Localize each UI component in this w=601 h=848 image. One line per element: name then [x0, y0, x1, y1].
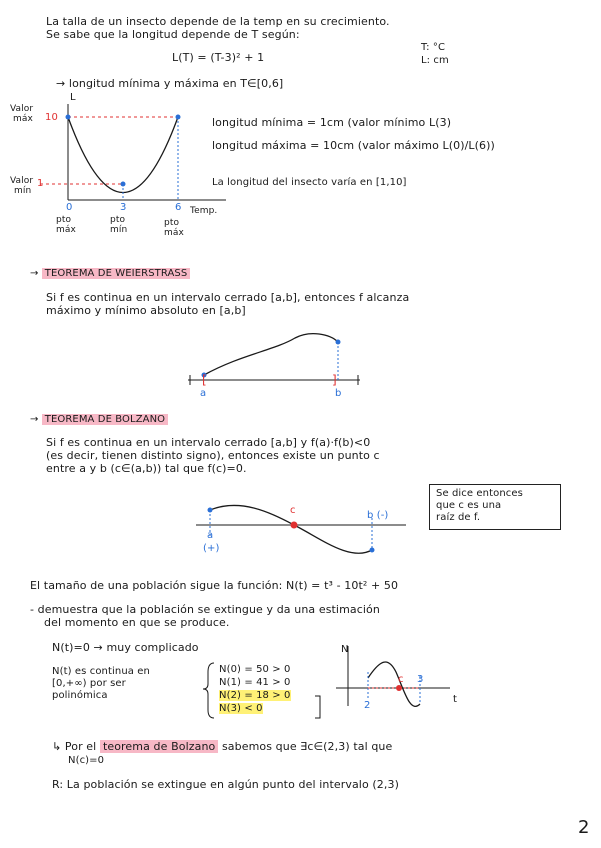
unit-t: T: °C — [421, 42, 446, 53]
bolzano-text-2: (es decir, tienen distinto signo), entonces existe un punto c — [46, 449, 380, 462]
population-step-1: N(t)=0 → muy complicado — [52, 641, 199, 654]
value-n3: N(3) < 0 — [219, 703, 263, 714]
right-bracket — [315, 696, 320, 718]
population-cont-2: [0,+∞) por ser — [52, 678, 126, 689]
value-n1: N(1) = 41 > 0 — [219, 677, 291, 688]
weierstrass-text-1: Si f es continua en un intervalo cerrado [a,b], entonces f alcanza — [46, 291, 410, 304]
population-cont-3: polinómica — [52, 690, 108, 701]
max-point-0 — [66, 115, 71, 120]
y-max-value: 10 — [45, 112, 58, 123]
label-valor-min-1: Valor — [10, 176, 34, 186]
result-range: La longitud del insecto varía en [1,10] — [212, 177, 407, 188]
population-graph — [330, 640, 460, 720]
population-label-2: 2 — [364, 700, 371, 711]
value-n2: N(2) = 18 > 0 — [219, 690, 291, 701]
conclusion-1 — [52, 741, 392, 753]
population-line-3: del momento en que se produce. — [44, 616, 230, 629]
x-tick-0: 0 — [66, 202, 73, 213]
formula: L(T) = (T-3)² + 1 — [172, 51, 265, 64]
left-brace — [203, 663, 214, 718]
intro-line-2: Se sabe que la longitud depende de T según: — [46, 28, 300, 41]
result-min: longitud mínima = 1cm (valor mínimo L(3) — [212, 116, 452, 129]
label-valor-max-2: máx — [13, 114, 33, 124]
weierstrass-graph — [180, 320, 370, 400]
bracket-right: ] — [332, 373, 337, 387]
pto-min-a: pto — [110, 215, 126, 225]
conclusion-post: sabemos que ∃c∈(2,3) tal que — [221, 740, 393, 753]
result-max: longitud máxima = 10cm (valor máximo L(0)/L(6)) — [212, 139, 495, 152]
weierstrass-text-2: máximo y mínimo absoluto en [a,b] — [46, 304, 246, 317]
population-label-3: 3 — [417, 674, 424, 685]
y-min-value: 1 — [37, 178, 44, 189]
population-line-2: - demuestra que la población se extingue y da una estimación — [30, 603, 380, 616]
parabola-curve — [68, 117, 178, 193]
population-cont-1: N(t) es continua en — [52, 666, 150, 677]
bolzano-label-a: a — [207, 530, 214, 541]
conclusion-2: N(c)=0 — [68, 755, 105, 766]
question-line: → longitud mínima y máxima en T∈[0,6] — [56, 77, 284, 90]
bolzano-title-text: TEOREMA DE BOLZANO — [42, 414, 168, 425]
unit-l: L: cm — [421, 55, 449, 66]
bolzano-note-2: que c es una — [436, 500, 502, 511]
value-n0: N(0) = 50 > 0 — [219, 664, 291, 675]
bolzano-graph — [190, 490, 410, 580]
page-number: 2 — [578, 817, 590, 838]
population-label-c: c — [398, 674, 404, 685]
weierstrass-title: → TEOREMA DE WEIERSTRASS — [30, 268, 190, 279]
pto-max-1-a: pto — [56, 215, 72, 225]
population-line-1: El tamaño de una población sigue la función: N(t) = t³ - 10t² + 50 — [30, 579, 399, 592]
x-tick-3: 3 — [120, 202, 127, 213]
bolzano-note-3: raíz de f. — [436, 512, 481, 523]
pto-max-2-a: pto — [164, 218, 180, 228]
bolzano-root-c — [291, 522, 298, 529]
pto-max-1-b: máx — [56, 225, 76, 235]
population-root — [396, 685, 402, 691]
bracket-left: [ — [202, 373, 207, 387]
bolzano-label-b: b (-) — [367, 510, 389, 521]
axis-x-label: Temp. — [190, 206, 218, 216]
bolzano-note-1: Se dice entonces — [436, 488, 523, 499]
conclusion-highlight: teorema de Bolzano — [100, 740, 218, 753]
weierstrass-label-b: b — [335, 388, 342, 399]
label-valor-max-1: Valor — [10, 104, 34, 114]
bolzano-label-c: c — [290, 505, 296, 516]
conclusion-pre: ↳ Por el — [52, 740, 97, 753]
weierstrass-curve — [204, 334, 338, 375]
bolzano-label-plus: (+) — [203, 543, 220, 554]
bolzano-text-3: entre a y b (c∈(a,b)) tal que f(c)=0. — [46, 462, 247, 475]
min-point — [121, 182, 126, 187]
max-point-6 — [176, 115, 181, 120]
intro-line-1: La talla de un insecto depende de la temp en su crecimiento. — [46, 15, 390, 28]
pto-max-2-b: máx — [164, 228, 184, 238]
population-axis-t: t — [453, 694, 458, 705]
axis-y-label: L — [70, 92, 76, 103]
population-curve — [368, 662, 420, 706]
bolzano-text-1: Si f es continua en un intervalo cerrado [a,b] y f(a)·f(b)<0 — [46, 436, 371, 449]
bolzano-title: → TEOREMA DE BOLZANO — [30, 414, 168, 425]
x-tick-6: 6 — [175, 202, 182, 213]
pto-min-b: mín — [110, 225, 128, 235]
answer-line: R: La población se extingue en algún punto del intervalo (2,3) — [52, 778, 399, 791]
weierstrass-label-a: a — [200, 388, 207, 399]
label-valor-min-2: mín — [14, 186, 32, 196]
weierstrass-title-text: TEOREMA DE WEIERSTRASS — [42, 268, 191, 279]
population-axis-n: N — [341, 644, 349, 655]
